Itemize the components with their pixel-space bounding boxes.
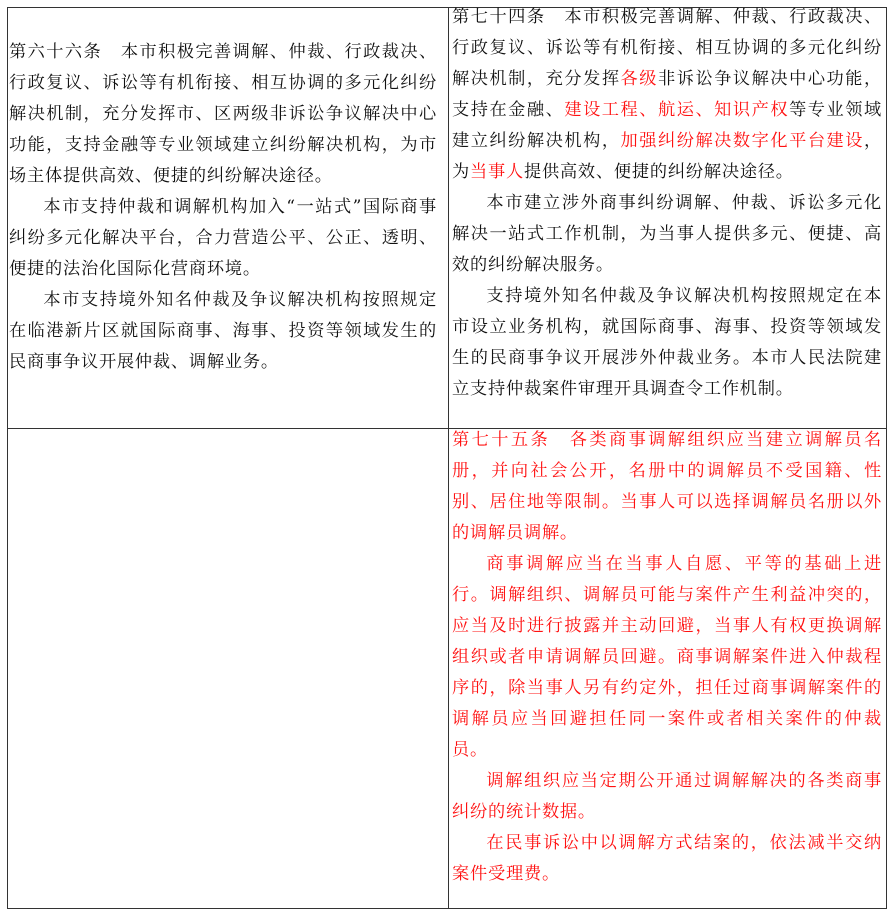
text-segment: 第七十四条 本市积极完善调解、仲裁、行政裁决、行政复议、诉讼等有机衔接、相互协调的多元化纠纷解决机制，充分发挥 <box>452 7 882 89</box>
new-article-75-paragraph-1: 第七十五条 各类商事调解组织应当建立调解员名册，并向社会公开，名册中的调解员不受国籍、性别、居住地等限制。当事人可以选择调解员名册以外的调解员调解。 <box>452 430 882 543</box>
revised-text-segment: 各级 <box>620 69 659 89</box>
column-divider <box>448 8 449 908</box>
old-article-66-paragraph-2: 本市支持仲裁和调解机构加入“一站式”国际商事纠纷多元化解决平台，合力营造公平、公正、透明、便捷的法治化国际化营商环境。 <box>9 197 437 279</box>
revised-text-segment: 加强纠纷解决数字化平台建设 <box>620 131 864 151</box>
text-segment: ，为 <box>452 131 882 182</box>
new-article-74-paragraph-2: 本市建立涉外商事纠纷调解、仲裁、诉讼多元化解决一站式工作机制，为当事人提供多元、便捷、高效的纠纷解决服务。 <box>452 193 882 275</box>
new-article-75-paragraph-3: 调解组织应当定期公开通过调解解决的各类商事纠纷的统计数据。 <box>452 771 882 822</box>
new-article-75-cell <box>452 425 882 890</box>
old-article-66-paragraph-1: 第六十六条 本市积极完善调解、仲裁、行政裁决、行政复议、诉讼等有机衔接、相互协调的多元化纠纷解决机制，充分发挥市、区两级非诉讼争议解决中心功能，支持金融等专业领域建立纠纷解决机构，为市场主体提供高效、便捷的纠纷解决途径。 <box>9 42 437 186</box>
old-article-66-cell <box>9 37 437 378</box>
new-article-75-paragraph-2: 商事调解应当在当事人自愿、平等的基础上进行。调解组织、调解员可能与案件产生利益冲突的，应当及时进行披露并主动回避，当事人有权更换调解组织或者申请调解员回避。商事调解案件进入仲裁程序的，除当事人另有约定外，担任过商事调解案件的调解员应当回避担任同一案件或者相关案件的仲裁员。 <box>452 554 882 760</box>
new-article-74-cell <box>452 2 882 405</box>
text-segment: 等专业领域建立纠纷解决机构， <box>452 100 882 151</box>
revised-text-segment: 当事人 <box>470 162 524 182</box>
old-article-66-paragraph-3: 本市支持境外知名仲裁及争议解决机构按照规定在临港新片区就国际商事、海事、投资等领域发生的民商事争议开展仲裁、调解业务。 <box>9 290 437 372</box>
new-article-74-paragraph-3: 支持境外知名仲裁及争议解决机构按照规定在本市设立业务机构，就国际商事、海事、投资等领域发生的民商事争议开展涉外仲裁业务。本市人民法院建立支持仲裁案件审理开具调查令工作机制。 <box>452 286 882 399</box>
revised-text-segment: 建设工程、航运、知识产权 <box>564 100 790 120</box>
text-segment: 提供高效、便捷的纠纷解决途径。 <box>523 162 794 182</box>
text-segment: 非诉讼争议解决中心功能，支持在金融、 <box>452 69 882 120</box>
new-article-74-paragraph-1 <box>452 2 882 188</box>
new-article-75-paragraph-4: 在民事诉讼中以调解方式结案的，依法减半交纳案件受理费。 <box>452 833 882 884</box>
